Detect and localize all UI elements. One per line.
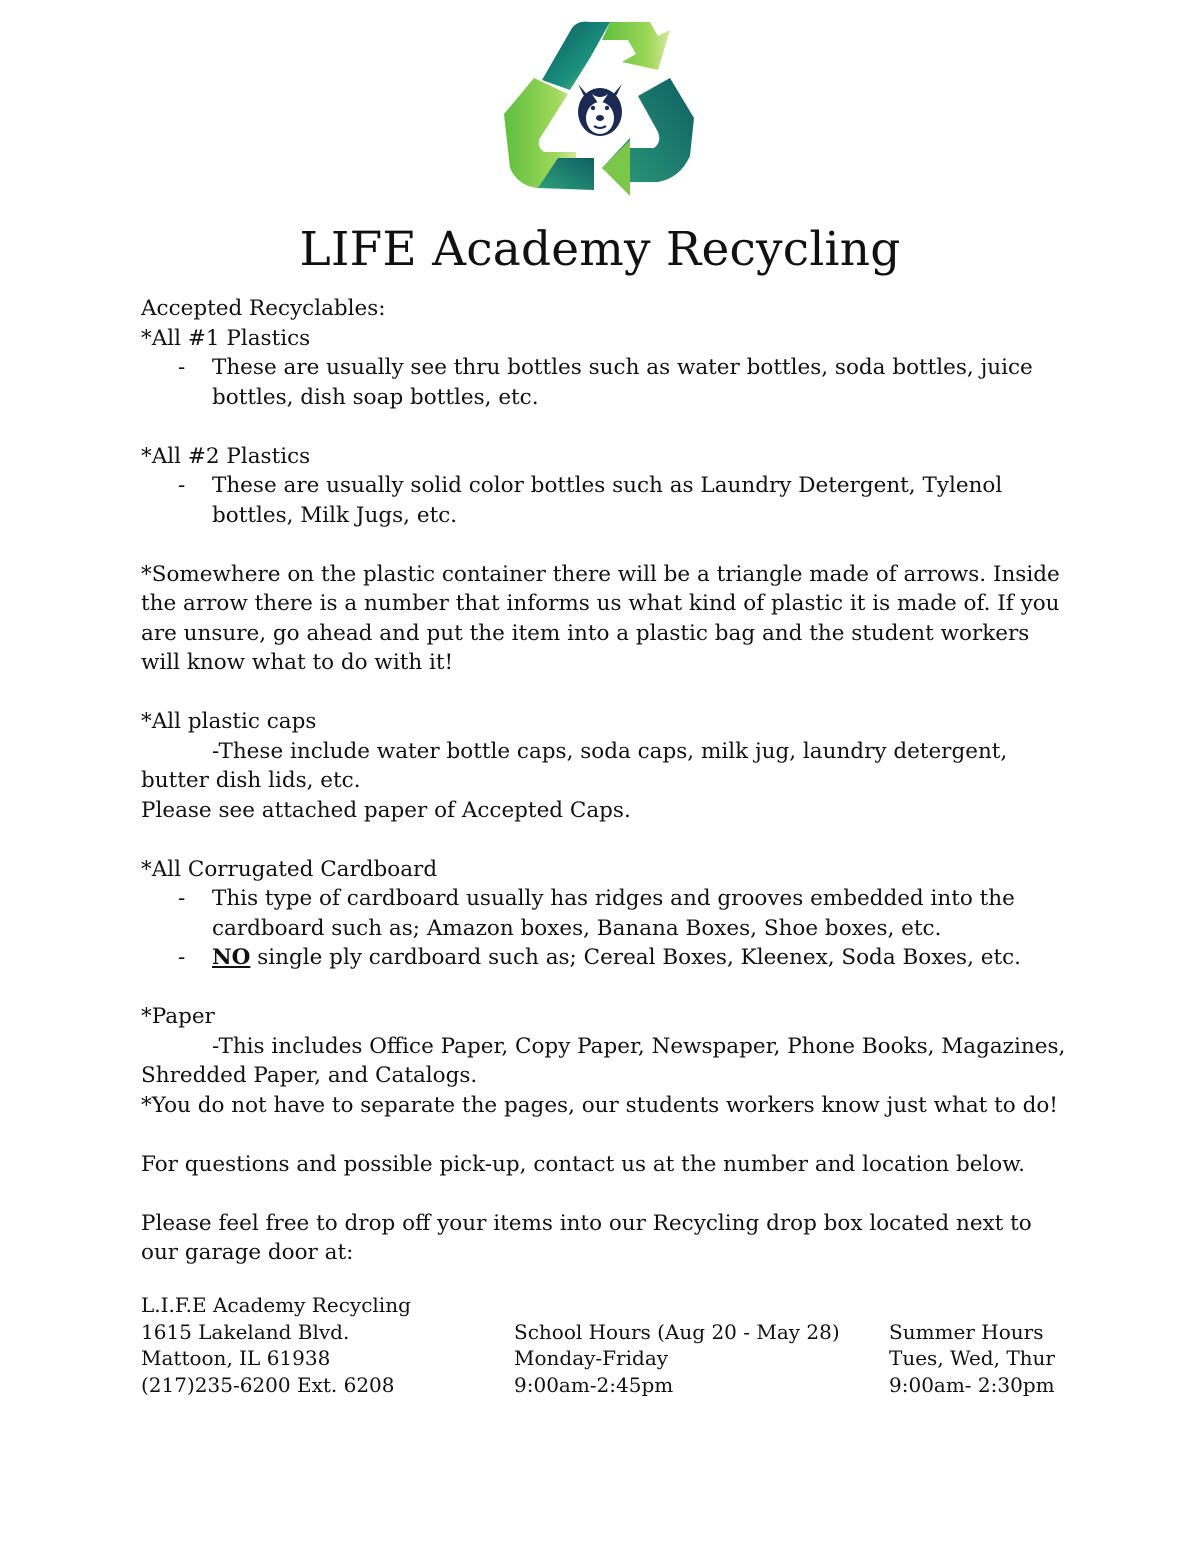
plastic-number-note: *Somewhere on the plastic container there will be a triangle made of arrows. Inside the arrow there is a number that informs us what kind of plastic it is made of. If you are unsure, go ahead and put the item into a plastic bag and the student workers will know what to do with it!: [141, 561, 1060, 675]
paper-note: *You do not have to separate the pages, our students workers know just what to do!: [141, 1092, 1058, 1118]
plastics1-bullet: - These are usually see thru bottles such as water bottles, soda bottles, juice bottles, dish soap bottles, etc.: [141, 353, 1071, 412]
school-hours-days: Monday-Friday: [514, 1346, 669, 1370]
no-emphasis: NO: [212, 945, 251, 970]
contact-line: For questions and possible pick-up, contact us at the number and location below.: [141, 1151, 1025, 1177]
cardboard-heading: *All Corrugated Cardboard: [141, 856, 438, 882]
address-block: [141, 1292, 411, 1398]
address-city: Mattoon, IL 61938: [141, 1346, 331, 1370]
paper-detail: -This includes Office Paper, Copy Paper, Newspaper, Phone Books, Magazines, Shredded Paper, and Catalogs.: [141, 1033, 1066, 1088]
dropoff-line: Please feel free to drop off your items into our Recycling drop box located next to our garage door at:: [141, 1210, 1032, 1265]
school-hours-block: [514, 1319, 840, 1399]
intro-line: Accepted Recyclables:: [141, 296, 386, 321]
paper-heading: *Paper: [141, 1004, 215, 1029]
recycle-husky-icon: [498, 18, 702, 198]
summer-hours-block: [889, 1319, 1055, 1399]
plastics1-heading: *All #1 Plastics: [141, 325, 311, 351]
plastics2-heading: *All #2 Plastics: [141, 443, 311, 469]
cardboard-bullet-1: - This type of cardboard usually has ridges and grooves embedded into the cardboard such as; Amazon boxes, Banana Boxes, Shoe boxes, etc.: [141, 884, 1071, 943]
caps-detail: -These include water bottle caps, soda caps, milk jug, laundry detergent, butter dish lids, etc.: [141, 738, 1008, 793]
recycle-logo: [498, 18, 702, 198]
caps-see-attached: Please see attached paper of Accepted Caps.: [141, 797, 631, 823]
summer-hours-days: Tues, Wed, Thur: [889, 1346, 1055, 1370]
summer-hours-heading: Summer Hours: [889, 1319, 1044, 1344]
school-hours-heading: School Hours (Aug 20 - May 28): [514, 1319, 840, 1344]
document-body: [141, 294, 1071, 1268]
caps-heading: *All plastic caps: [141, 709, 317, 734]
page-title: LIFE Academy Recycling: [299, 222, 901, 277]
summer-hours-time: 9:00am- 2:30pm: [889, 1372, 1055, 1397]
address-phone: (217)235-6200 Ext. 6208: [141, 1372, 395, 1397]
school-hours-time: 9:00am-2:45pm: [514, 1372, 674, 1397]
cardboard-bullet-2: [141, 943, 1071, 973]
address-street: 1615 Lakeland Blvd.: [141, 1319, 350, 1344]
cardboard-bullet-2-text: single ply cardboard such as; Cereal Boxes, Kleenex, Soda Boxes, etc.: [250, 945, 1021, 970]
address-name: L.I.F.E Academy Recycling: [141, 1293, 411, 1317]
plastics2-bullet: - These are usually solid color bottles such as Laundry Detergent, Tylenol bottles, Milk Jugs, etc.: [141, 471, 1071, 530]
